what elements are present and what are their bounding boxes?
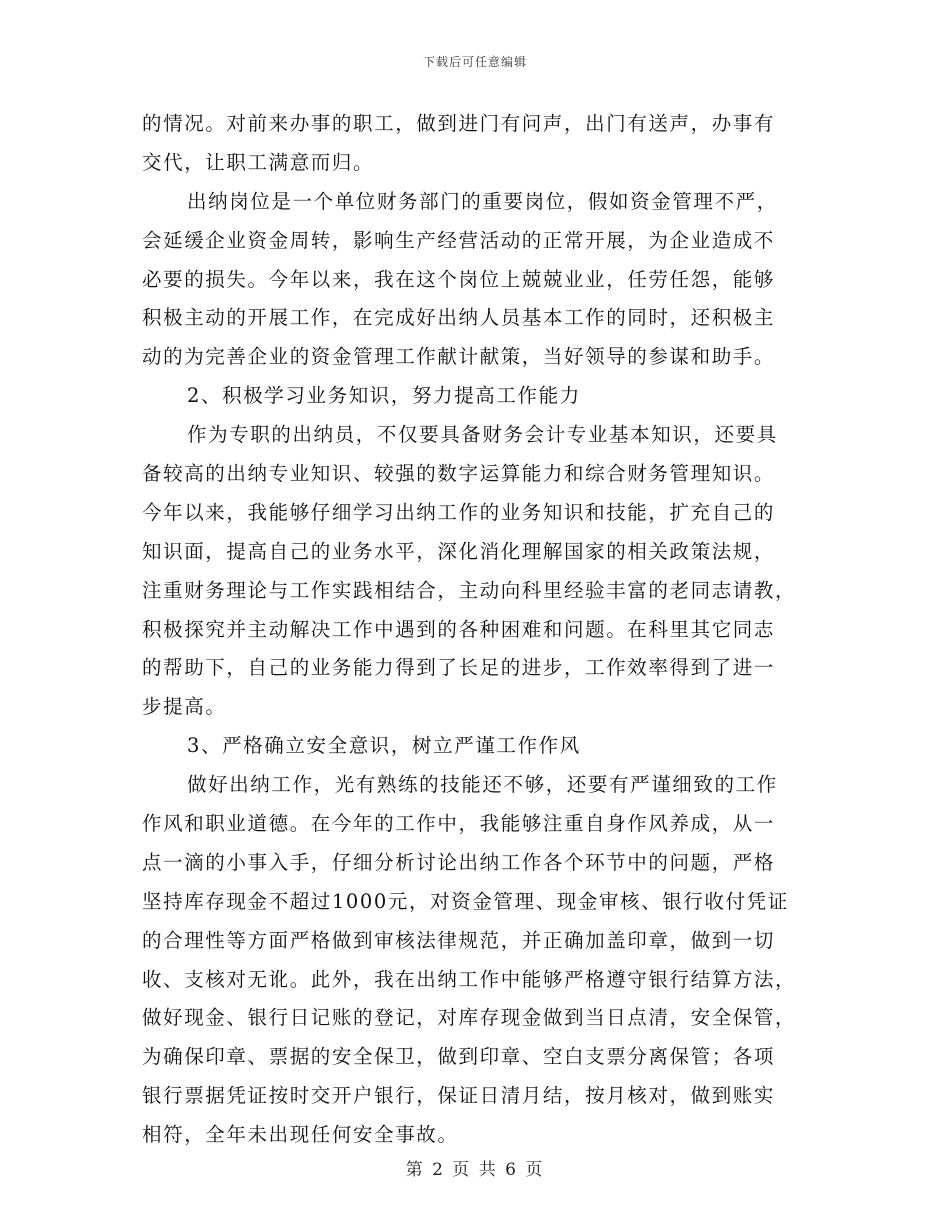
- body-line: 作风和职业道德。在今年的工作中，我能够注重自身作风养成，从一: [142, 812, 776, 836]
- section-heading-2: 2、积极学习业务知识，努力提高工作能力: [187, 384, 581, 408]
- body-line: 为确保印章、票据的安全保卫，做到印章、空白支票分离保管；各项: [142, 1045, 776, 1069]
- body-line: 会延缓企业资金周转，影响生产经营活动的正常开展，为企业造成不: [142, 228, 776, 252]
- body-line: 交代，让职工满意而归。: [142, 150, 375, 174]
- body-line: 的帮助下，自己的业务能力得到了长足的进步，工作效率得到了进一: [142, 656, 776, 680]
- body-line: 银行票据凭证按时交开户银行，保证日清月结，按月核对，做到账实: [142, 1084, 776, 1108]
- body-line: 坚持库存现金不超过1000元，对资金管理、现金审核、银行收付凭证: [142, 889, 789, 913]
- section-heading-3: 3、严格确立安全意识，树立严谨工作作风: [187, 734, 581, 758]
- body-line: 相符，全年未出现任何安全事故。: [142, 1123, 459, 1147]
- body-line: 今年以来，我能够仔细学习出纳工作的业务知识和技能，扩充自己的: [142, 500, 776, 524]
- body-line: 步提高。: [142, 695, 227, 719]
- body-line: 动的为完善企业的资金管理工作献计献策，当好领导的参谋和助手。: [142, 345, 776, 369]
- body-line: 注重财务理论与工作实践相结合，主动向科里经验丰富的老同志请教，: [142, 578, 797, 602]
- body-line: 备较高的出纳专业知识、较强的数字运算能力和综合财务管理知识。: [142, 462, 776, 486]
- body-line: 的合理性等方面严格做到审核法律规范，并正确加盖印章，做到一切: [142, 928, 776, 952]
- page-number-footer: 第 2 页 共 6 页: [405, 1160, 545, 1180]
- body-line: 知识面，提高自己的业务水平，深化消化理解国家的相关政策法规，: [142, 539, 776, 563]
- paragraph-start-line: 出纳岗位是一个单位财务部门的重要岗位，假如资金管理不严，: [187, 189, 778, 213]
- page-header-note: 下载后可任意编辑: [422, 55, 527, 69]
- body-line: 积极探究并主动解决工作中遇到的各种困难和问题。在科里其它同志: [142, 617, 776, 641]
- body-line: 的情况。对前来办事的职工，做到进门有问声，出门有送声，办事有: [142, 112, 776, 135]
- document-body: [142, 105, 810, 1155]
- body-line: 积极主动的开展工作，在完成好出纳人员基本工作的同时，还积极主: [142, 306, 776, 330]
- body-line: 收、支核对无讹。此外，我在出纳工作中能够严格遵守银行结算方法，: [142, 967, 797, 991]
- paragraph-start-line: 做好出纳工作，光有熟练的技能还不够，还要有严谨细致的工作: [187, 773, 778, 797]
- paragraph-start-line: 作为专职的出纳员，不仅要具备财务会计专业基本知识，还要具: [187, 423, 778, 447]
- body-line: 做好现金、银行日记账的登记，对库存现金做到当日点清，安全保管，: [142, 1006, 797, 1030]
- body-line: 必要的损失。今年以来，我在这个岗位上兢兢业业，任劳任怨，能够: [142, 267, 776, 291]
- body-line: 点一滴的小事入手，仔细分析讨论出纳工作各个环节中的问题，严格: [142, 850, 776, 874]
